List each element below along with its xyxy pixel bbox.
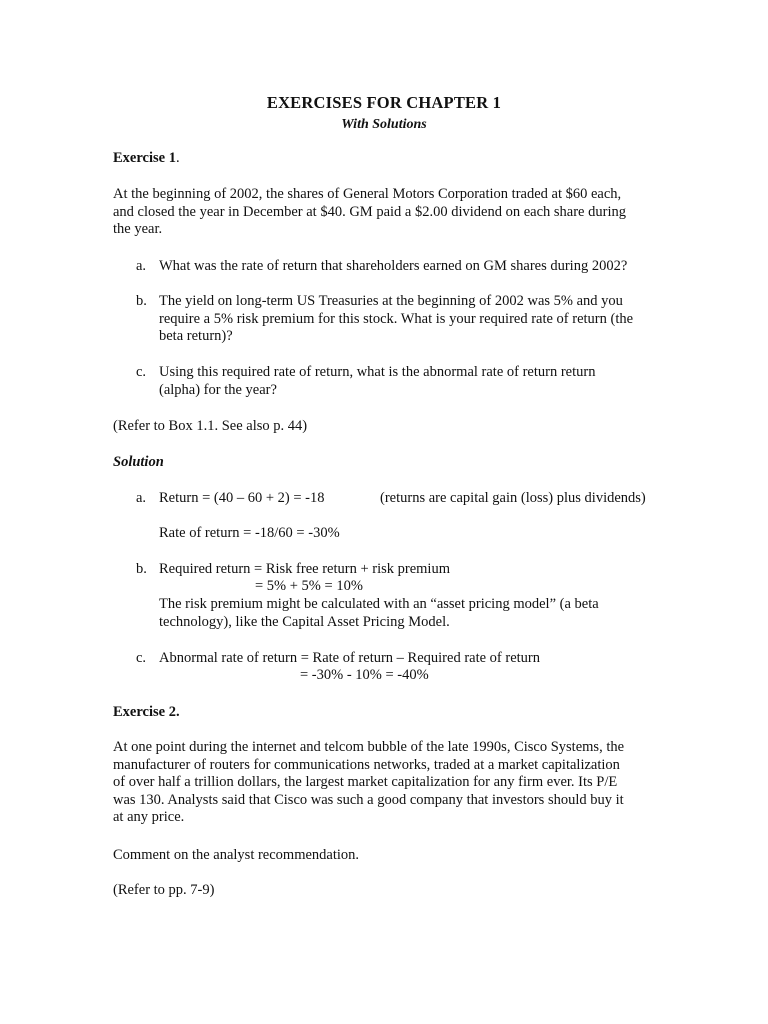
question-c-letter: c. bbox=[136, 364, 147, 380]
solution-b-line4: technology), like the Capital Asset Pricing Model. bbox=[159, 614, 450, 630]
solution-c-line1: Abnormal rate of return = Rate of return – Required rate of return bbox=[159, 650, 541, 666]
exercise-1-intro bbox=[113, 186, 663, 239]
solution-c-letter: c. bbox=[136, 650, 147, 666]
exercise-1-reference: (Refer to Box 1.1. See also p. 44) bbox=[113, 418, 308, 434]
solution-b-line2: = 5% + 5% = 10% bbox=[255, 578, 363, 594]
question-c-line: (alpha) for the year? bbox=[159, 381, 277, 398]
page-title: EXERCISES FOR CHAPTER 1 bbox=[266, 93, 502, 112]
question-b-text bbox=[159, 293, 659, 346]
exercise-2-body bbox=[113, 739, 663, 827]
exercise-2-heading: Exercise 2. bbox=[113, 704, 180, 720]
solution-b-line3: The risk premium might be calculated with an “asset pricing model” (a beta bbox=[159, 596, 599, 612]
exercise-1-intro-line: the year. bbox=[113, 221, 163, 237]
solution-a-letter: a. bbox=[136, 490, 147, 506]
exercise-1-intro-line: and closed the year in December at $40. GM paid a $2.00 dividend on each share during bbox=[113, 203, 626, 220]
exercise-1-heading-text: Exercise 1 bbox=[113, 150, 176, 166]
exercise-1-heading-period: . bbox=[175, 150, 180, 166]
solution-a-line1: Return = (40 – 60 + 2) = -18 bbox=[159, 490, 325, 506]
exercise-2-body-line: of over half a trillion dollars, the largest market capitalization for any firm ever. Its P/E bbox=[113, 774, 618, 790]
question-b-letter: b. bbox=[136, 293, 147, 309]
question-a-text bbox=[159, 258, 659, 276]
exercise-1-heading bbox=[113, 150, 180, 168]
question-b-line: require a 5% risk premium for this stock. What is your required rate of return (the bbox=[159, 310, 634, 327]
exercise-2-body-line: manufacturer of routers for communications networks, traded at a market capitalization bbox=[113, 756, 620, 773]
question-c-text bbox=[159, 364, 659, 399]
exercise-2-prompt: Comment on the analyst recommendation. bbox=[113, 847, 360, 863]
exercise-2-body-line: was 130. Analysts said that Cisco was such a good company that investors should buy it bbox=[113, 791, 624, 808]
solution-a-line2: Rate of return = -18/60 = -30% bbox=[159, 525, 340, 541]
exercise-1-intro-line: At the beginning of 2002, the shares of General Motors Corporation traded at $60 each, bbox=[113, 186, 622, 202]
solution-b-letter: b. bbox=[136, 561, 147, 577]
solution-heading: Solution bbox=[113, 454, 164, 470]
solution-c-line2: = -30% - 10% = -40% bbox=[300, 667, 429, 683]
exercise-2-body-line: at any price. bbox=[113, 809, 185, 825]
question-b-line: The yield on long-term US Treasuries at the beginning of 2002 was 5% and you bbox=[159, 293, 623, 309]
page-subtitle: With Solutions bbox=[341, 117, 427, 132]
solution-b-line1: Required return = Risk free return + risk premium bbox=[159, 561, 450, 577]
question-b-line: beta return)? bbox=[159, 328, 233, 344]
exercise-2-body-line: At one point during the internet and telcom bubble of the late 1990s, Cisco Systems, the bbox=[113, 739, 625, 755]
solution-a-note: (returns are capital gain (loss) plus dividends) bbox=[380, 490, 646, 506]
question-c-line: Using this required rate of return, what is the abnormal rate of return return bbox=[159, 364, 596, 380]
question-a-letter: a. bbox=[136, 258, 147, 274]
question-a-line: What was the rate of return that shareholders earned on GM shares during 2002? bbox=[159, 258, 628, 274]
exercise-2-reference: (Refer to pp. 7-9) bbox=[113, 882, 215, 898]
